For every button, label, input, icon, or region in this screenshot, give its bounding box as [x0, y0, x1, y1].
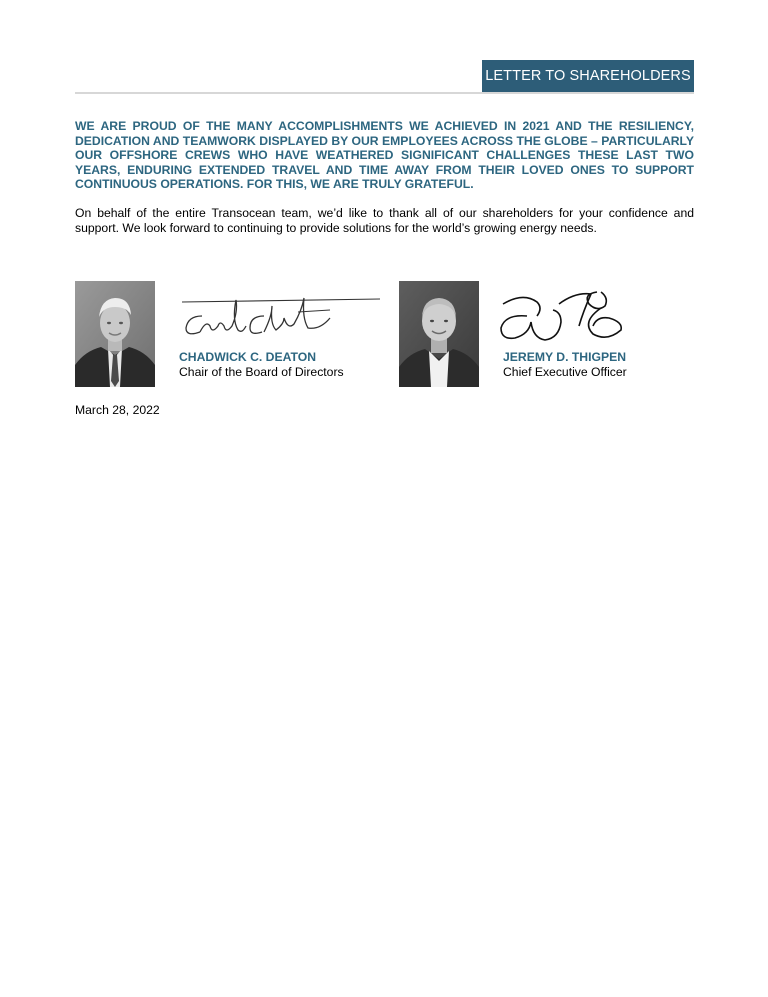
- signer-title-ceo: Chief Executive Officer: [503, 365, 627, 379]
- section-header-tab: LETTER TO SHAREHOLDERS: [482, 60, 694, 92]
- portrait-photo-ceo: [399, 281, 479, 387]
- signer-name-ceo: JEREMY D. THIGPEN: [503, 350, 627, 364]
- lead-paragraph: WE ARE PROUD OF THE MANY ACCOMPLISHMENTS WE ACHIEVED IN 2021 AND THE RESILIENCY, DEDICATION AND TEAMWORK DISPLAYED BY OUR EMPLOYEES ACROSS THE GLOBE – PARTICULARLY OUR OFFSHORE CREWS WHO HAVE WEATHERED SIGNIFICANT CHALLENGES THESE LAST TWO YEARS, ENDURING EXTENDED TRAVEL AND TIME AWAY FROM THEIR LOVED ONES TO SUPPORT CONTINUOUS OPERATIONS. FOR THIS, WE ARE TRULY GRATEFUL.: [75, 119, 694, 192]
- body-paragraph: On behalf of the entire Transocean team, we’d like to thank all of our shareholders for your confidence and support. We look forward to continuing to provide solutions for the world’s growing energy needs.: [75, 206, 694, 235]
- portrait-photo-chair: [75, 281, 155, 387]
- header-divider: [75, 92, 694, 94]
- signature-chair: [180, 290, 385, 340]
- signer-name-chair: CHADWICK C. DEATON: [179, 350, 316, 364]
- signature-ceo: [497, 282, 632, 344]
- signer-title-chair: Chair of the Board of Directors: [179, 365, 344, 379]
- letter-date: March 28, 2022: [75, 403, 160, 417]
